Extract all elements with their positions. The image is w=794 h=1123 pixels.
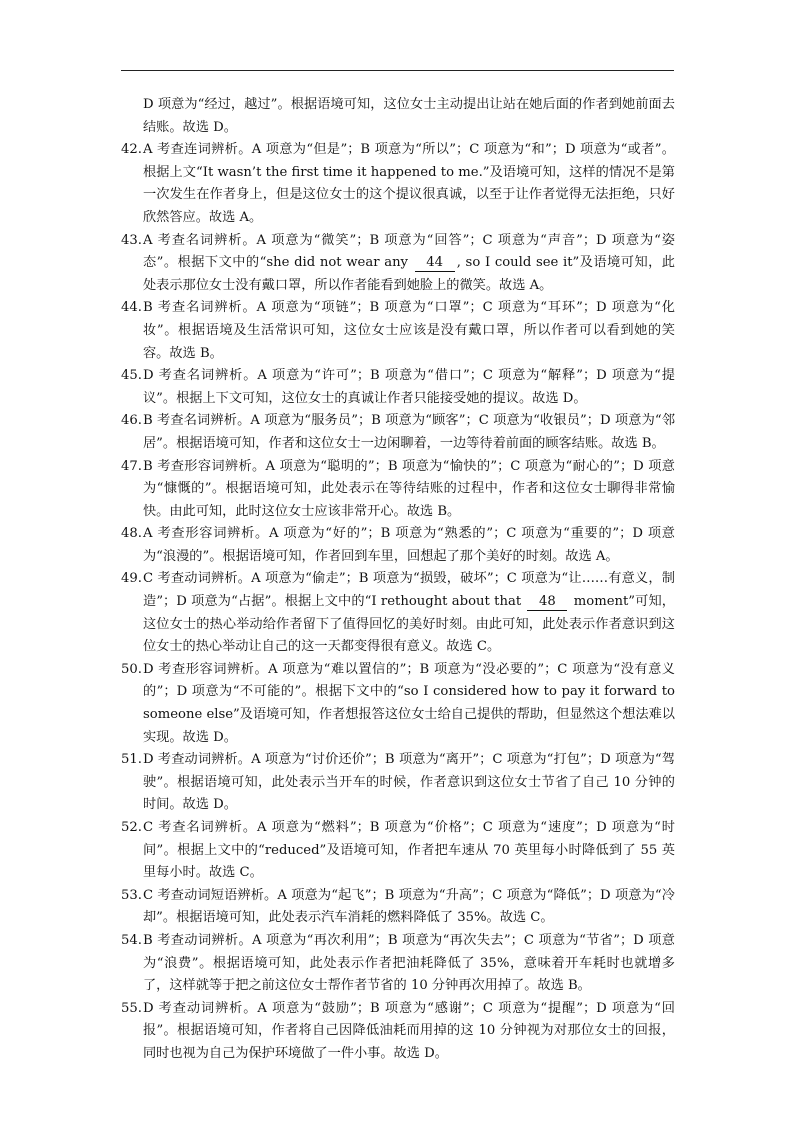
explanation-item-53 <box>121 885 675 930</box>
item-number: 50. <box>121 661 142 677</box>
item-number: 42. <box>121 142 142 158</box>
item-number: 49. <box>121 571 142 587</box>
item-text: B 考查名词辨析。A 项意为“服务员”；B 项意为“顾客”；C 项意为“收银员”；D 项意为“邻居”。根据语境可知，作者和这位女士一边闲聊着，一边等待着前面的顾客结账。故选 B。 <box>143 413 675 451</box>
explanation-item-41-continued <box>121 94 675 139</box>
text-after-blank: , so I could see it”及语境可知，此处表示那位女士没有戴口罩，所以作者能看到她脸上的微笑。故选 A。 <box>143 255 675 293</box>
item-text: B 考查名词辨析。A 项意为“项链”；B 项意为“口罩”；C 项意为“耳环”；D 项意为“化妆”。根据语境及生活常识可知，这位女士应该是没有戴口罩，所以作者可以看到她的笑容。故选 B。 <box>143 300 675 361</box>
text-after-blank: moment”可知，这位女士的热心举动给作者留下了值得回忆的美好时刻。由此可知，此处表示作者意识到这位女士的热心举动让自己的这一天都变得很有意义。故选 C。 <box>143 594 675 655</box>
explanation-item-49 <box>121 568 675 658</box>
explanation-item-51 <box>121 749 675 817</box>
item-text: C 考查动词短语辨析。A 项意为“起飞”；B 项意为“升高”；C 项意为“降低”；D 项意为“冷却”。根据语境可知，此处表示汽车消耗的燃料降低了 35%。故选 C。 <box>143 887 675 926</box>
item-text: D 项意为“经过，越过”。根据语境可知，这位女士主动提出让站在她后面的作者到她前面去结账。故选 D。 <box>143 97 675 135</box>
explanation-item-52 <box>121 817 675 885</box>
explanation-item-50 <box>121 659 675 749</box>
item-number: 53. <box>121 887 142 903</box>
item-text <box>143 230 675 298</box>
answer-explanations <box>121 94 675 1066</box>
item-text: A 考查形容词辨析。A 项意为“好的”；B 项意为“熟悉的”；C 项意为“重要的”；D 项意为“浪漫的”。根据语境可知，作者回到车里，回想起了那个美好的时刻。故选 A。 <box>143 526 675 564</box>
explanation-item-45 <box>121 365 675 410</box>
item-number: 46. <box>121 413 142 429</box>
explanation-item-44 <box>121 297 675 365</box>
item-text: B 考查动词辨析。A 项意为“再次利用”；B 项意为“再次失去”；C 项意为“节省”；D 项意为“浪费”。根据语境可知，此处表示作者把油耗降低了 35%，意味着开车耗时也就增多了，这样就等于把之前这位女士帮作者节省的 10 分钟再次用掉了。故选 B。 <box>143 932 675 994</box>
item-number: 44. <box>121 300 142 316</box>
item-number: 55. <box>121 1000 142 1016</box>
header-rule <box>121 70 674 71</box>
item-text: D 考查形容词辨析。A 项意为“难以置信的”；B 项意为“没必要的”；C 项意为“没有意义的”；D 项意为“不可能的”。根据下文中的“so I considered how to pay it forward to someone else”及语境可知，作者想报答这位女士给自己提供的帮助，但显然这个想法难以实现。故选 D。 <box>143 661 675 745</box>
item-text <box>143 568 675 658</box>
blank-48: 48 <box>527 594 567 611</box>
explanation-item-42 <box>121 139 675 229</box>
item-number: 43. <box>121 232 142 248</box>
item-number: 54. <box>121 932 142 948</box>
item-text: A 考查连词辨析。A 项意为“但是”；B 项意为“所以”；C 项意为“和”；D 项意为“或者”。根据上文“It wasn’t the first time it happened to me.”及语境可知，这样的情况不是第一次发生在作者身上，但是这位女士的这个提议很真诚，以至于让作者觉得无法拒绝，只好欣然答应。故选 A。 <box>143 142 675 225</box>
item-text: D 考查动词辨析。A 项意为“讨价还价”；B 项意为“离开”；C 项意为“打包”；D 项意为“驾驶”。根据语境可知，此处表示当开车的时候，作者意识到这位女士节省了自己 10 分钟的时间。故选 D。 <box>143 752 675 813</box>
item-text: D 考查动词辨析。A 项意为“鼓励”；B 项意为“感谢”；C 项意为“提醒”；D 项意为“回报”。根据语境可知，作者将自己因降低油耗而用掉的这 10 分钟视为对那位女士的回报，同时也视为自己为保护环境做了一件小事。故选 D。 <box>143 1000 675 1061</box>
item-number: 48. <box>121 526 142 542</box>
item-text: B 考查形容词辨析。A 项意为“聪明的”；B 项意为“愉快的”；C 项意为“耐心的”；D 项意为“慷慨的”。根据语境可知，此处表示在等待结账的过程中，作者和这位女士聊得非常愉快。由此可知，此时这位女士应该非常开心。故选 B。 <box>143 458 675 519</box>
explanation-item-43 <box>121 230 675 298</box>
explanation-item-48 <box>121 523 675 568</box>
explanation-item-54 <box>121 930 675 998</box>
blank-44: 44 <box>415 255 455 272</box>
item-number: 47. <box>121 458 142 474</box>
text-before-blank: A 考查名词辨析。A 项意为“微笑”；B 项意为“回答”；C 项意为“声音”；D 项意为“姿态”。根据下文中的“she did not wear any <box>143 232 675 271</box>
explanation-item-46 <box>121 410 675 455</box>
item-number: 52. <box>121 820 142 835</box>
item-text: D 考查名词辨析。A 项意为“许可”；B 项意为“借口”；C 项意为“解释”；D 项意为“提议”。根据上下文可知，这位女士的真诚让作者只能接受她的提议。故选 D。 <box>143 368 675 406</box>
explanation-item-55 <box>121 998 675 1066</box>
item-number: 51. <box>121 752 142 768</box>
item-text: C 考查名词辨析。A 项意为“燃料”；B 项意为“价格”；C 项意为“速度”；D 项意为“时间”。根据上文中的“reduced”及语境可知，作者把车速从 70 英里每小时降低到了 55 英里每小时。故选 C。 <box>143 820 675 881</box>
explanation-item-47 <box>121 456 675 524</box>
text-before-blank: C 考查动词辨析。A 项意为“偷走”；B 项意为“损毁，破坏”；C 项意为“让……有意义，制造”；D 项意为“占据”。根据上文中的“I rethought about that <box>143 571 675 610</box>
item-number: 45. <box>121 368 142 384</box>
